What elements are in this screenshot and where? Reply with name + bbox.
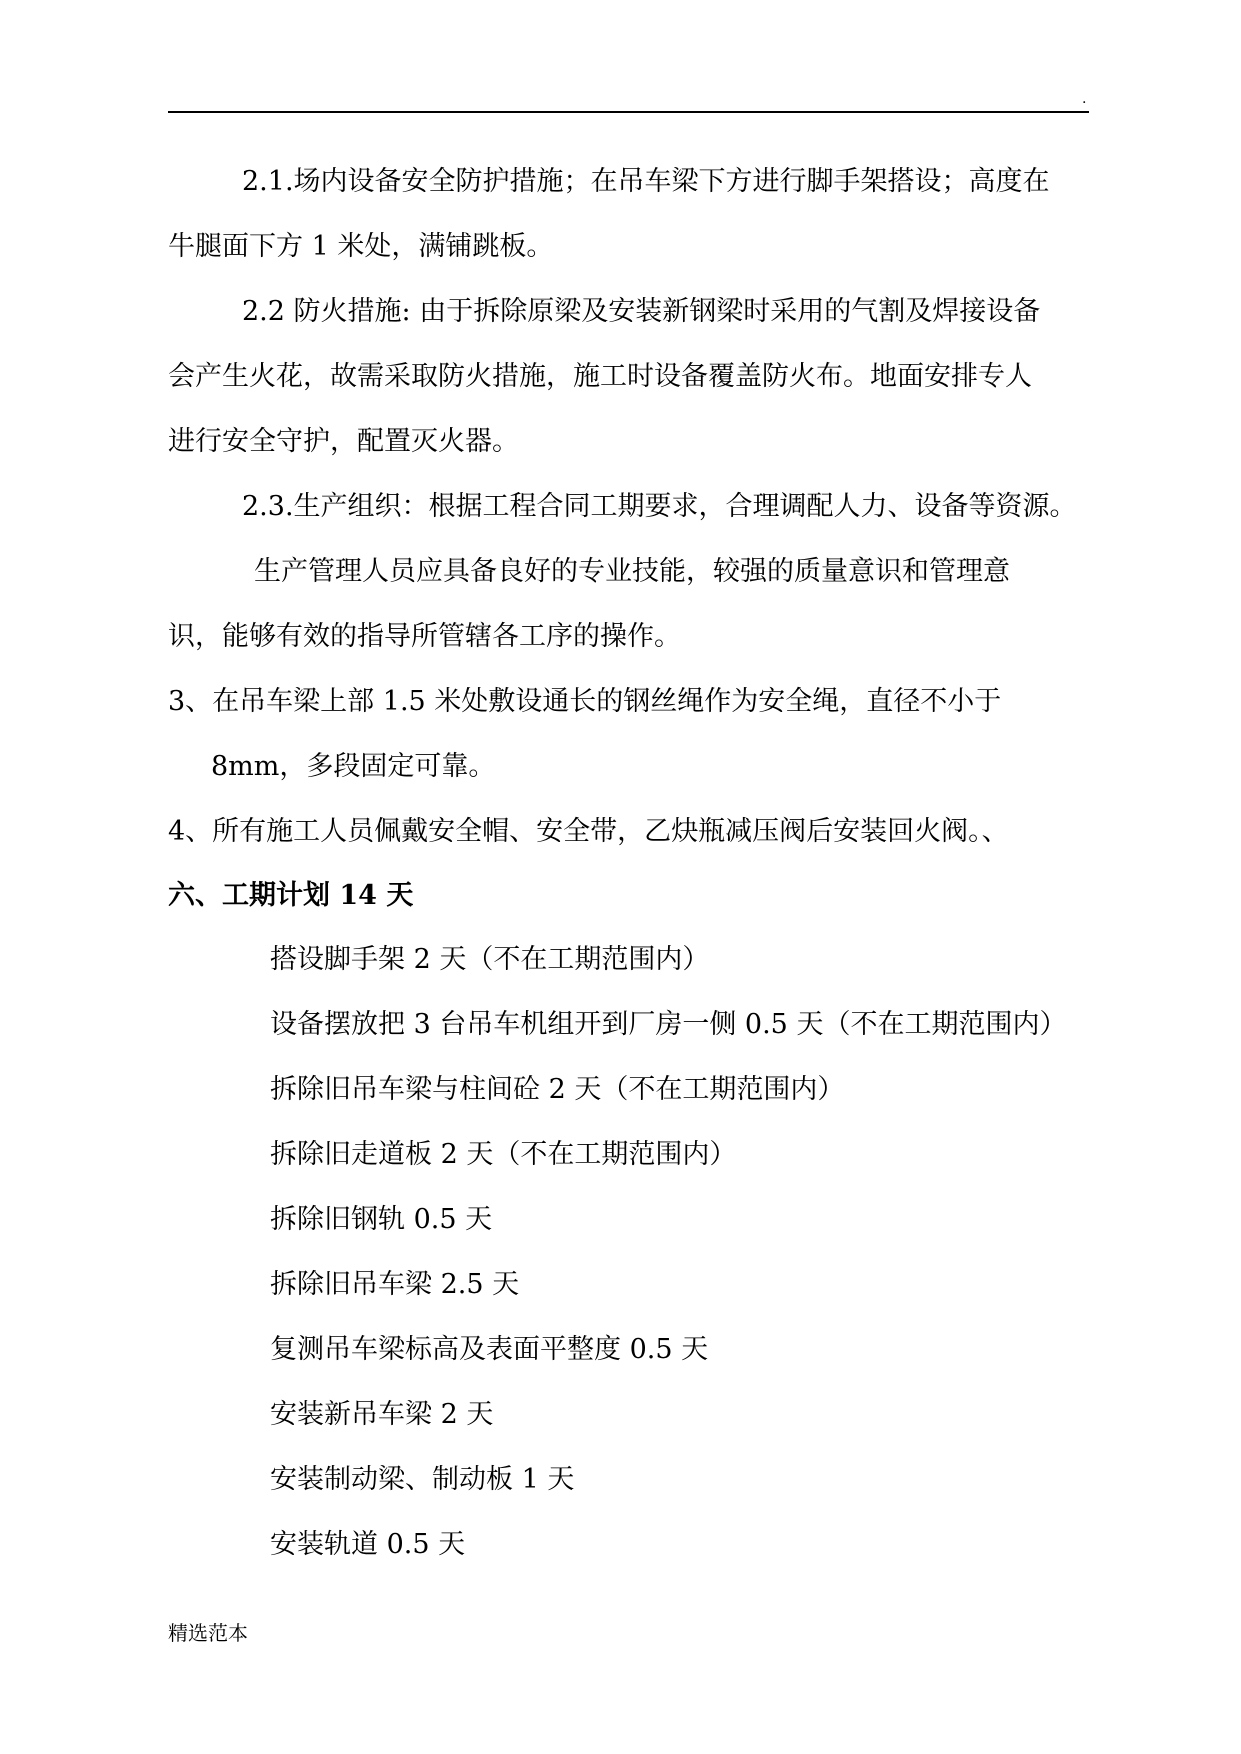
schedule-item: 拆除旧钢轨 0.5 天 [270, 1204, 493, 1235]
paragraph-line: 2.2 防火措施: 由于拆除原梁及安装新钢梁时采用的气割及焊接设备 [242, 296, 1041, 327]
list-item-4: 4、所有施工人员佩戴安全帽、安全带，乙炔瓶减压阀后安装回火阀。、 [168, 816, 1009, 847]
schedule-item: 设备摆放把 3 台吊车机组开到厂房一侧 0.5 天（不在工期范围内） [270, 1009, 1067, 1040]
schedule-item: 安装轨道 0.5 天 [270, 1529, 466, 1560]
schedule-item: 拆除旧吊车梁 2.5 天 [270, 1269, 520, 1300]
paragraph-line: 识，能够有效的指导所管辖各工序的操作。 [168, 621, 681, 652]
schedule-item: 拆除旧吊车梁与柱间砼 2 天（不在工期范围内） [270, 1074, 845, 1105]
list-item-3-continuation: 8mm，多段固定可靠。 [211, 751, 496, 782]
list-item-3: 3、在吊车梁上部 1.5 米处敷设通长的钢丝绳作为安全绳，直径不小于 [168, 686, 1002, 717]
schedule-heading: 六、工期计划 14 天 [168, 880, 414, 911]
schedule-item: 安装新吊车梁 2 天 [270, 1399, 494, 1430]
paragraph-line: 牛腿面下方 1 米处，满铺跳板。 [168, 231, 554, 262]
footer-text: 精选范本 [168, 1621, 248, 1645]
schedule-item: 复测吊车梁标高及表面平整度 0.5 天 [270, 1334, 709, 1365]
header-mark: . [1082, 91, 1087, 107]
paragraph-line: 2.1.场内设备安全防护措施；在吊车梁下方进行脚手架搭设；高度在 [242, 166, 1050, 197]
schedule-item: 安装制动梁、制动板 1 天 [270, 1464, 575, 1495]
paragraph-line: 2.3.生产组织：根据工程合同工期要求，合理调配人力、设备等资源。 [242, 491, 1077, 522]
schedule-item: 搭设脚手架 2 天（不在工期范围内） [270, 944, 710, 975]
paragraph-line: 进行安全守护，配置灭火器。 [168, 426, 519, 457]
paragraph-line: 生产管理人员应具备良好的专业技能，较强的质量意识和管理意 [254, 556, 1010, 587]
paragraph-line: 会产生火花，故需采取防火措施，施工时设备覆盖防火布。地面安排专人 [168, 361, 1032, 392]
schedule-item: 拆除旧走道板 2 天（不在工期范围内） [270, 1139, 737, 1170]
header-rule [168, 111, 1089, 113]
